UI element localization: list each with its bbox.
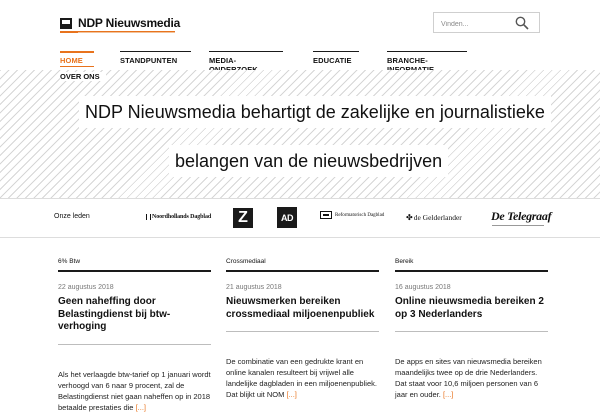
nav-active-underline xyxy=(60,66,94,67)
hero-banner xyxy=(0,70,600,198)
article-category[interactable]: Bereik xyxy=(395,258,548,272)
article-date: 21 augustus 2018 xyxy=(226,284,282,291)
site-header xyxy=(0,0,600,50)
logo-text: NDP Nieuwsmedia xyxy=(78,16,181,30)
member-logo-z[interactable] xyxy=(233,208,253,228)
telegraaf-subline xyxy=(492,225,544,226)
member-logo-text: de Gelderlander xyxy=(413,213,462,222)
article-category[interactable]: 6% Btw xyxy=(58,258,211,272)
hero-heading-line-2: belangen van de nieuwsbedrijven xyxy=(169,145,448,177)
nhd-mark-icon xyxy=(146,214,151,220)
nav-item-over-ons[interactable]: OVER ONS xyxy=(60,72,106,81)
members-label: Onze leden xyxy=(54,213,90,220)
member-logo-de-gelderlander[interactable] xyxy=(406,213,462,222)
member-logo-ad[interactable] xyxy=(277,207,297,228)
article-card xyxy=(395,258,548,400)
article-date: 22 augustus 2018 xyxy=(58,284,114,291)
members-strip xyxy=(0,198,600,238)
article-divider xyxy=(226,331,379,332)
logo-underline xyxy=(60,31,175,33)
site-logo[interactable] xyxy=(60,17,180,29)
member-logo-reformatorisch-dagblad[interactable] xyxy=(320,211,384,219)
nav-item-home[interactable]: HOME xyxy=(60,51,94,74)
article-title[interactable]: Online nieuwsmedia bereiken 2 op 3 Nederlanders xyxy=(395,296,544,320)
nav-item-branche-informatie[interactable]: BRANCHE- xyxy=(387,51,467,74)
nav-item-media-onderzoek[interactable]: MEDIA- xyxy=(209,51,283,74)
article-category[interactable]: Crossmediaal xyxy=(226,258,379,272)
article-excerpt-text: Als het verlaagde btw-tarief op 1 januari wordt verhoogd van 6 naar 9 procent, zal de Belastingdienst niet gaan naheffen op in 2018 betaalde prestaties die xyxy=(58,369,211,412)
member-logo-text: Noordhollands Dagblad xyxy=(152,214,212,220)
search-box xyxy=(433,12,540,33)
member-logo-text: AD xyxy=(281,212,293,223)
article-excerpt xyxy=(395,356,548,400)
read-more-link[interactable]: [...] xyxy=(442,390,454,399)
member-logo-de-telegraaf[interactable] xyxy=(491,209,552,224)
rd-mark-icon xyxy=(320,211,332,219)
article-date: 16 augustus 2018 xyxy=(395,284,451,291)
article-divider xyxy=(58,344,211,345)
article-excerpt xyxy=(226,356,379,400)
read-more-link[interactable]: [...] xyxy=(135,402,146,412)
nav-item-standpunten[interactable]: STANDPUNTEN xyxy=(120,51,191,74)
member-logo-text: Z xyxy=(238,209,248,226)
article-excerpt xyxy=(58,369,211,413)
article-divider xyxy=(395,331,548,332)
article-card xyxy=(226,258,379,400)
logo-mark-icon xyxy=(60,18,72,29)
article-excerpt-text: De apps en sites van nieuwsmedia bereiken maandelijks twee op de drie Nederlanders. Dat staat voor 10,6 miljoen personen van 6 jaar en ouder. xyxy=(395,357,542,399)
nav-item-educatie[interactable]: EDUCATIE xyxy=(313,51,359,74)
article-title[interactable]: Nieuwsmerken bereiken crossmediaal miljoenenpubliek xyxy=(226,296,375,320)
read-more-link[interactable]: [...] xyxy=(286,390,297,399)
member-logo-noordhollands-dagblad[interactable] xyxy=(146,214,211,220)
member-logo-text: Reformatorisch Dagblad xyxy=(335,212,385,218)
hero-heading-line-1: NDP Nieuwsmedia behartigt de zakelijke en journalistieke xyxy=(79,96,551,128)
search-input[interactable] xyxy=(434,15,512,34)
gelderlander-mark-icon: ✤ xyxy=(406,213,413,222)
article-excerpt-text: De combinatie van een gedrukte krant en online kanalen resulteert bij vrijwel alle landelijke dagbladen in een miljoenenpubliek. Dat blijkt uit NOM xyxy=(226,357,377,399)
article-card xyxy=(58,258,211,413)
article-title[interactable]: Geen naheffing door Belastingdienst bij btw-verhoging xyxy=(58,296,171,332)
member-logo-text: De Telegraaf xyxy=(491,209,552,223)
search-icon[interactable] xyxy=(515,16,529,30)
